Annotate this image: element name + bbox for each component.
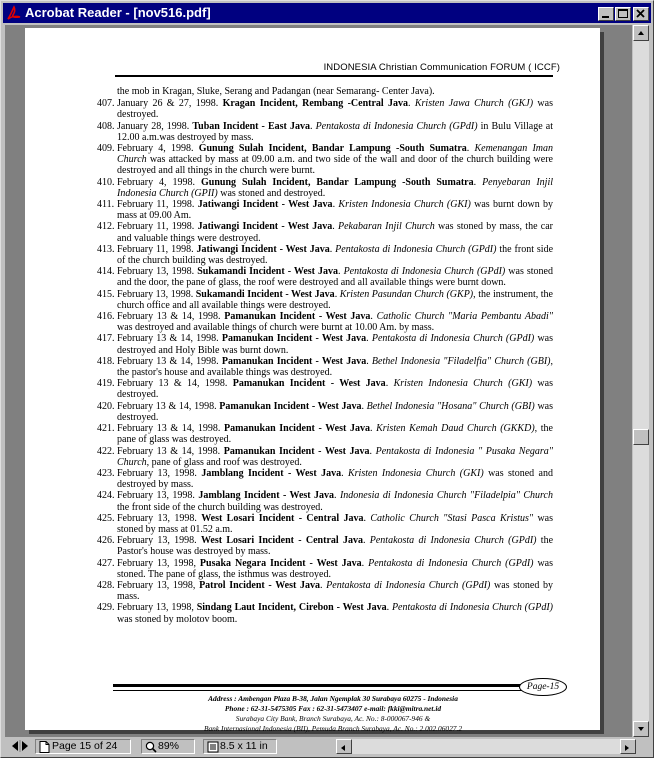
incident-entry <box>97 143 553 177</box>
page-body <box>97 86 553 625</box>
incident-entry <box>97 602 553 624</box>
entry-detail: was stoned by mass at 01.52 a.m. <box>117 512 554 535</box>
entry-incident: Pusaka Negara Incident - West Java <box>199 557 362 569</box>
entry-date: February 4, 1998. <box>117 176 201 188</box>
incident-entry <box>97 333 553 355</box>
entry-incident: Kragan Incident, Rembang -Central Java <box>222 98 409 110</box>
entry-incident: Sindang Laut Incident, Cirebon - West Java <box>196 602 387 614</box>
title-bar[interactable] <box>3 3 651 23</box>
entry-church: Catholic Church "Maria Pembantu Abadi" <box>376 311 553 323</box>
page-number-badge: Page-15 <box>519 678 567 696</box>
entry-date: February 11, 1998. <box>117 199 198 211</box>
entry-number: 425. <box>97 512 115 524</box>
entry-number: 421. <box>97 423 115 435</box>
entry-number: 423. <box>97 467 115 479</box>
entry-church: Pentakosta di Indonesia Church (GPdI) <box>368 557 534 569</box>
entry-church: Bethel Indonesia "Hosana" Church (GBI) <box>366 400 535 412</box>
entry-text: February 13, 1998, Pusaka Negara Incident - West Java. Pentakosta di Indonesia Church (GPdI) was stoned. The pane of glass, the isthmus was destroyed. <box>117 557 553 580</box>
entry-detail: was destroyed and available things of church were burnt at 10.00 Am. by mass. <box>117 322 435 334</box>
entry-incident: Sukamandi Incident - West Java <box>195 288 335 300</box>
entry-date: February 11, 1998. <box>117 243 197 255</box>
entry-number: 429. <box>97 602 115 614</box>
entry-number: 410. <box>97 176 115 188</box>
incident-entry <box>97 121 553 143</box>
entry-text: February 13, 1998, Sindang Laut Incident, Cirebon - West Java. Pentakosta di Indonesia Church (GPdI) was stoned by molotov boom. <box>117 602 553 625</box>
incident-entry <box>97 446 553 468</box>
footer-rule-thin <box>113 690 523 691</box>
entry-text: February 11, 1998. Jatiwangi Incident - West Java. Pentakosta di Indonesia Church (GPdI) the front side of the church building was destroyed. <box>117 243 554 267</box>
minimize-button[interactable] <box>598 7 614 21</box>
entry-date: February 13, 1998. <box>117 490 199 502</box>
entry-number: 424. <box>97 490 115 502</box>
page-size-indicator[interactable] <box>203 739 277 754</box>
entry-number: 420. <box>97 400 115 412</box>
entry-incident: West Losari Incident - Central Java <box>201 512 364 524</box>
document-viewport[interactable] <box>5 25 632 737</box>
entry-detail: , the instrument, the church office and all available things were destroyed. <box>117 288 553 311</box>
entry-text: February 13, 1998. Sukamandi Incident - West Java. Kristen Pasundan Church (GKP), the instrument, the church office and all available things were destroyed. <box>117 288 553 311</box>
entry-incident: Jatiwangi Incident - West Java <box>197 199 333 211</box>
pdf-page <box>25 28 600 733</box>
entry-date: February 13 & 14, 1998. <box>117 400 220 412</box>
entry-church: Pentakosta di Indonesia Church (GPdI) <box>335 243 497 255</box>
entry-date: February 13 & 14, 1998. <box>117 355 222 367</box>
entry-detail: was stoned by mass. <box>117 579 553 603</box>
entry-text: January 28, 1998. Tuban Incident - East Java. Pentakosta di Indonesia Church (GPdI) in Bulu Village at 12.00 a.m.was destroyed by mass. <box>117 120 553 143</box>
entry-detail: , the pane of glass was destroyed. <box>117 423 553 446</box>
entry-church: Kristen Indonesia Church (GKI) <box>338 199 471 211</box>
maximize-button[interactable] <box>615 7 631 21</box>
entry-number: 419. <box>97 378 115 390</box>
vertical-scrollbar[interactable] <box>633 25 649 737</box>
entry-church: Pentakosta di Indonesia Church (GPdI) <box>326 579 491 591</box>
header-rule <box>115 75 553 77</box>
entry-date: January 28, 1998. <box>117 120 193 132</box>
incident-entry <box>97 266 553 288</box>
entry-incident: Jamblang Incident - West Java <box>198 490 335 502</box>
entry-incident: Jatiwangi Incident - West Java <box>196 243 330 255</box>
status-bar <box>3 738 651 755</box>
intro-line: the mob in Kragan, Sluke, Serang and Padangan (near Semarang- Center Java). <box>117 86 435 97</box>
entry-text: February 13 & 14, 1998. Pamanukan Incident - West Java. Kristen Indonesia Church (GKI) was destroyed. <box>117 378 553 401</box>
page-indicator-label: Page 15 of 24 <box>52 740 118 752</box>
entry-date: February 13, 1998, <box>117 602 197 614</box>
entry-text: February 13, 1998, Patrol Incident - West Java. Pentakosta di Indonesia Church (GPdI) was stoned by mass. <box>117 579 553 603</box>
entry-church: Kristen Indonesia Church (GKI) <box>393 378 533 390</box>
entry-date: February 13 & 14, 1998. <box>117 378 233 390</box>
entry-detail: was stoned. The pane of glass, the isthmus was destroyed. <box>117 557 553 580</box>
entry-text: February 13, 1998. Jamblang Incident - West Java. Kristen Indonesia Church (GKI) was stoned and destroyed by mass. <box>117 467 554 491</box>
entry-incident: Pamanukan Incident - West Java <box>221 355 367 367</box>
incident-entry <box>97 580 553 602</box>
entry-text: February 13 & 14, 1998. Pamanukan Incident - West Java. Catholic Church "Maria Pembantu Abadi" was destroyed and available things of church were burnt at 10.00 Am. by mass. <box>117 311 553 334</box>
entry-date: February 13 & 14, 1998. <box>117 333 222 345</box>
entry-incident: Pamanukan Incident - West Java <box>224 311 371 323</box>
entry-detail: was burnt down by mass at 09.00 Am. <box>117 199 554 222</box>
entry-number: 428. <box>97 579 115 591</box>
entry-church: Kristen Pasundan Church (GKP) <box>339 288 474 300</box>
entry-church: Indonesia di Indonesia Church "Filadelpia" Church <box>339 490 553 502</box>
incident-entry <box>97 199 553 221</box>
entry-detail: was stoned and destroyed. <box>217 187 326 199</box>
entry-number: 407. <box>97 98 115 110</box>
entry-text: February 13 & 14, 1998. Pamanukan Incident - West Java. Kristen Kemah Daud Church (GKKD), the pane of glass was destroyed. <box>117 423 553 446</box>
incident-entry <box>97 289 553 311</box>
incident-entry <box>97 356 553 378</box>
entry-church: Pentakosta di Indonesia Church (GPdI) <box>315 120 478 132</box>
entry-number: 413. <box>97 243 115 255</box>
footer-address: Address : Ambengan Plaza B-38, Jalan Ngemplak 30 Surabaya 60275 - Indonesia <box>208 694 458 703</box>
entry-incident: Jamblang Incident - West Java <box>201 467 342 479</box>
entry-incident: Pamanukan Incident - West Java <box>223 423 370 435</box>
entry-detail: the front side of the church building was destroyed. <box>117 501 323 513</box>
entry-text: February 13 & 14, 1998. Pamanukan Incident - West Java. Pentakosta di Indonesia Church (GPdI) was destroyed and Holy Bible was burnt down. <box>117 333 553 356</box>
entry-incident: Gunung Sulah Incident, Bandar Lampung -South Sumatra <box>198 143 467 155</box>
entry-church: Pentakosta di Indonesia Church (GPdI) <box>369 535 537 547</box>
entry-detail: was stoned by mass, the car and valuable things were destroyed. <box>117 221 553 244</box>
scroll-thumb[interactable] <box>633 429 649 445</box>
page-nav-arrows-icon[interactable] <box>9 739 31 753</box>
entry-church: Pekabaran Injil Church <box>337 221 435 233</box>
scroll-right-button[interactable] <box>620 739 636 754</box>
entry-date: February 4, 1998. <box>117 143 199 155</box>
entry-incident: Pamanukan Incident - West Java <box>223 445 370 457</box>
entry-incident: Jatiwangi Incident - West Java <box>197 221 333 233</box>
footer-bank-2: Bank Internasional Indonesia (BII), Pemuda Branch Surabaya, Ac. No.: 2.002.06027.2 <box>203 724 463 733</box>
entry-church: Catholic Church "Stasi Pasca Kristus" <box>370 512 534 524</box>
entry-number: 422. <box>97 445 115 457</box>
entry-incident: Pamanukan Incident - West Java <box>221 333 367 345</box>
page-indicator[interactable] <box>35 739 131 754</box>
entry-church: Kristen Kemah Daud Church (GKKD) <box>376 423 535 435</box>
entry-church: Pentakosta di Indonesia Church (GPdI) <box>371 333 535 345</box>
footer-contact: Phone : 62-31-5475305 Fax : 62-31-5473407 e-mail: fkki@mitra.net.id <box>224 704 442 713</box>
entry-detail: was stoned and the door, the pane of glass, the roof were destroyed and all available things were burnt down. <box>117 266 553 289</box>
entry-number: 427. <box>97 557 115 569</box>
entry-date: February 13 & 14, 1998. <box>117 311 225 323</box>
entry-church: Pentakosta di Indonesia Church (GPdI) <box>343 266 506 278</box>
entry-text: February 13 & 14, 1998. Pamanukan Incident - West Java. Bethel Indonesia "Hosana" Church (GBI) was destroyed. <box>117 400 553 423</box>
entry-number: 415. <box>97 288 115 300</box>
entry-number: 417. <box>97 333 115 345</box>
entry-date: February 13, 1998. <box>117 266 198 278</box>
entry-text: February 4, 1998. Gunung Sulah Incident, Bandar Lampung -South Sumatra. Penyebaran Injil Indonesia Church (GPII) was stoned and destroyed. <box>117 176 554 199</box>
entry-date: February 13 & 14, 1998. <box>117 423 224 435</box>
entry-date: February 13, 1998, <box>117 579 200 591</box>
scroll-down-button[interactable] <box>633 721 649 737</box>
entry-number: 414. <box>97 266 115 278</box>
entry-text: February 11, 1998. Jatiwangi Incident - West Java. Pekabaran Injil Church was stoned by mass, the car and valuable things were destroyed. <box>117 221 553 244</box>
zoom-label: 89% <box>158 740 180 752</box>
incident-entry <box>97 378 553 400</box>
footer-rule <box>113 684 523 687</box>
entry-detail: was stoned by molotov boom. <box>117 613 238 625</box>
entry-detail: was destroyed. <box>117 400 553 423</box>
incident-entry <box>97 513 553 535</box>
entry-number: 426. <box>97 535 115 547</box>
entry-date: February 13, 1998. <box>117 288 196 300</box>
entry-incident: Patrol Incident - West Java <box>199 579 320 591</box>
entry-date: February 13, 1998. <box>117 512 202 524</box>
entry-text: February 11, 1998. Jatiwangi Incident - West Java. Kristen Indonesia Church (GKI) was burnt down by mass at 09.00 Am. <box>117 199 554 222</box>
entry-church: Kristen Indonesia Church (GKI) <box>348 467 484 479</box>
entry-text: February 13, 1998. Jamblang Incident - West Java. Indonesia di Indonesia Church "Filadelpia" Church the front side of the church building was destroyed. <box>117 490 553 513</box>
entry-detail: was stoned and destroyed by mass. <box>117 467 554 491</box>
entry-incident: Pamanukan Incident - West Java <box>232 378 386 390</box>
entry-number: 412. <box>97 221 115 233</box>
footer-bank-1: Surabaya City Bank, Branch Surabaya, Ac. No.: 8-000067-946 & <box>235 714 431 723</box>
entry-incident: Tuban Incident - East Java <box>192 120 310 132</box>
entry-detail: , the pastor's house and available things was destroyed. <box>117 355 553 379</box>
horizontal-scrollbar[interactable] <box>336 739 636 754</box>
entry-incident: Pamanukan Incident - West Java <box>219 400 362 412</box>
entry-incident: Gunung Sulah Incident, Bandar Lampung -South Sumatra <box>200 176 474 188</box>
incident-entry <box>97 468 553 490</box>
incident-entry <box>97 221 553 243</box>
entry-date: February 13, 1998. <box>117 535 201 547</box>
entry-text: February 13, 1998. Sukamandi Incident - West Java. Pentakosta di Indonesia Church (GPdI) was stoned and the door, the pane of glass, the roof were destroyed and all available things were burnt down. <box>117 266 553 289</box>
entry-church: Kemenangan Iman Church <box>117 143 553 166</box>
zoom-indicator[interactable] <box>141 739 195 754</box>
entry-date: February 13, 1998. <box>117 467 202 479</box>
entry-date: February 13, 1998, <box>117 557 200 569</box>
entry-number: 418. <box>97 355 115 367</box>
entry-date: February 11, 1998. <box>117 221 198 233</box>
entry-incident: West Losari Incident - Central Java <box>200 535 363 547</box>
entry-detail: was destroyed. <box>117 378 553 401</box>
entry-detail: was destroyed. <box>117 98 553 121</box>
entry-detail: , pane of glass and roof was destroyed. <box>146 456 302 468</box>
entry-text: January 26 & 27, 1998. Kragan Incident, Rembang -Central Java. Kristen Jawa Church (GKJ) was destroyed. <box>117 98 553 121</box>
entry-number: 408. <box>97 120 115 132</box>
entry-text: February 13, 1998. West Losari Incident - Central Java. Catholic Church "Stasi Pasca Kristus" was stoned by mass at 01.52 a.m. <box>117 512 554 535</box>
entry-incident: Sukamandi Incident - West Java <box>197 266 339 278</box>
incident-entry <box>97 177 553 199</box>
entry-church: Pentakosta di Indonesia " Pusaka Negara" Church <box>117 445 553 468</box>
incident-entry <box>97 401 553 423</box>
entry-number: 411. <box>97 199 115 211</box>
scroll-up-button[interactable] <box>633 25 649 41</box>
incident-list <box>97 98 553 625</box>
entry-church: Penyebaran Injil Indonesia Church (GPII) <box>117 176 554 199</box>
window-title: Acrobat Reader - [nov516.pdf] <box>25 5 211 20</box>
entry-church: Bethel Indonesia "Filadelfia" Church (GBI) <box>371 355 551 367</box>
close-button[interactable] <box>633 7 649 21</box>
page-size-label: 8.5 x 11 in <box>220 740 268 752</box>
scroll-left-button[interactable] <box>336 739 352 754</box>
incident-entry <box>97 423 553 445</box>
entry-detail: the front side of the church building was destroyed. <box>117 243 554 267</box>
entry-date: February 13 & 14, 1998. <box>117 445 224 457</box>
incident-entry <box>97 311 553 333</box>
incident-entry <box>97 558 553 580</box>
acrobat-logo-icon <box>6 5 22 21</box>
entry-date: January 26 & 27, 1998. <box>117 98 223 110</box>
incident-entry <box>97 535 553 557</box>
entry-text: February 4, 1998. Gunung Sulah Incident, Bandar Lampung -South Sumatra. Kemenangan Iman Church was attacked by mass at 09.00 a.m. and two side of the wall and door of the church building were destroyed and all things in the church were burnt. <box>117 143 553 177</box>
entry-detail: was attacked by mass at 09.00 a.m. and two side of the wall and door of the church building were destroyed and all things in the church were burnt. <box>117 154 553 177</box>
entry-text: February 13 & 14, 1998. Pamanukan Incident - West Java. Bethel Indonesia "Filadelfia" Church (GBI), the pastor's house and available things was destroyed. <box>117 355 553 379</box>
entry-detail: in Bulu Village at 12.00 a.m.was destroyed by mass. <box>117 120 553 143</box>
incident-entry <box>97 490 553 512</box>
page-header: INDONESIA Christian Communication FORUM ( ICCF) <box>323 62 560 73</box>
entry-church: Pentakosta di Indonesia Church (GPdI) <box>391 602 553 614</box>
entry-church: Kristen Jawa Church (GKJ) <box>414 98 534 110</box>
incident-entry <box>97 244 553 266</box>
entry-detail: was destroyed and Holy Bible was burnt down. <box>117 333 553 356</box>
entry-text: February 13, 1998. West Losari Incident - Central Java. Pentakosta di Indonesia Church (GPdI) the Pastor's house was destroyed by mass. <box>117 535 554 558</box>
entry-text: February 13 & 14, 1998. Pamanukan Incident - West Java. Pentakosta di Indonesia " Pusaka Negara" Church, pane of glass and roof was destroyed. <box>117 445 553 468</box>
entry-number: 409. <box>97 143 115 155</box>
entry-number: 416. <box>97 311 115 323</box>
entry-detail: the Pastor's house was destroyed by mass. <box>117 535 554 558</box>
incident-entry <box>97 98 553 120</box>
footer-text <box>113 694 553 734</box>
